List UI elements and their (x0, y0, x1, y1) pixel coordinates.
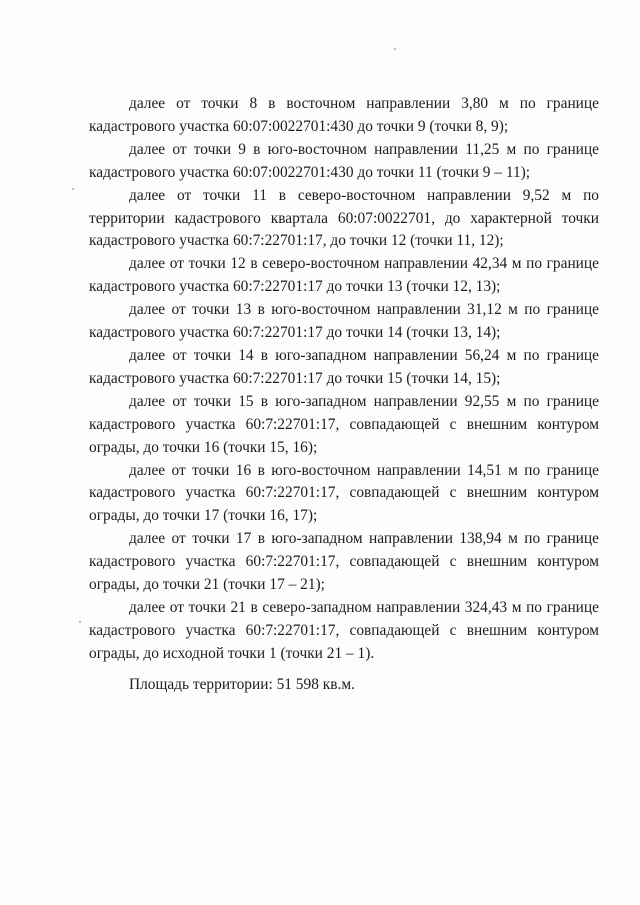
boundary-paragraph-8: далее от точки 16 в юго-восточном направлении 14,51 м по границе кадастрового участка 60:7:22701:17, совпадающей с внешним контуром ограды, до точки 17 (точки 16, 17); (89, 461, 599, 525)
boundary-paragraph-6: далее от точки 14 в юго-западном направлении 56,24 м по границе кадастрового участка 60:7:22701:17 до точки 15 (точки 14, 15); (89, 346, 599, 387)
boundary-paragraph-5: далее от точки 13 в юго-восточном направлении 31,12 м по границе кадастрового участка 60:7:22701:17 до точки 14 (точки 13, 14); (89, 301, 599, 342)
boundary-paragraph-7: далее от точки 15 в юго-западном направлении 92,55 м по границе кадастрового участка 60:7:22701:17, совпадающей с внешним контуром ограды, до точки 16 (точки 15, 16); (89, 392, 599, 456)
document-body (89, 93, 599, 697)
boundary-paragraph-4: далее от точки 12 в северо-восточном направлении 42,34 м по границе кадастрового участка 60:7:22701:17 до точки 13 (точки 12, 13); (89, 255, 599, 296)
boundary-paragraph-2: далее от точки 9 в юго-восточном направлении 11,25 м по границе кадастрового участка 60:07:0022701:430 до точки 11 (точки 9 – 11); (89, 140, 599, 181)
boundary-paragraph-9: далее от точки 17 в юго-западном направлении 138,94 м по границе кадастрового участка 60:7:22701:17, совпадающей с внешним контуром ограды, до точки 21 (точки 17 – 21); (89, 530, 599, 594)
boundary-paragraph-10: далее от точки 21 в северо-западном направлении 324,43 м по границе кадастрового участка 60:7:22701:17, совпадающей с внешним контуром ограды, до исходной точки 1 (точки 21 – 1). (89, 598, 599, 662)
scan-speck (79, 621, 81, 623)
boundary-paragraph-1: далее от точки 8 в восточном направлении 3,80 м по границе кадастрового участка 60:07:0022701:430 до точки 9 (точки 8, 9); (89, 95, 599, 135)
boundary-paragraph-3: далее от точки 11 в северо-восточном направлении 9,52 м по территории кадастрового квартала 60:07:0022701, до характерной точки кадастрового участка 60:7:22701:17, до точки 12 (точки 11, 12); (89, 186, 599, 250)
scan-speck (394, 48, 396, 50)
area-total-line: Площадь территории: 51 598 кв.м. (129, 675, 355, 693)
scan-speck (72, 188, 74, 190)
